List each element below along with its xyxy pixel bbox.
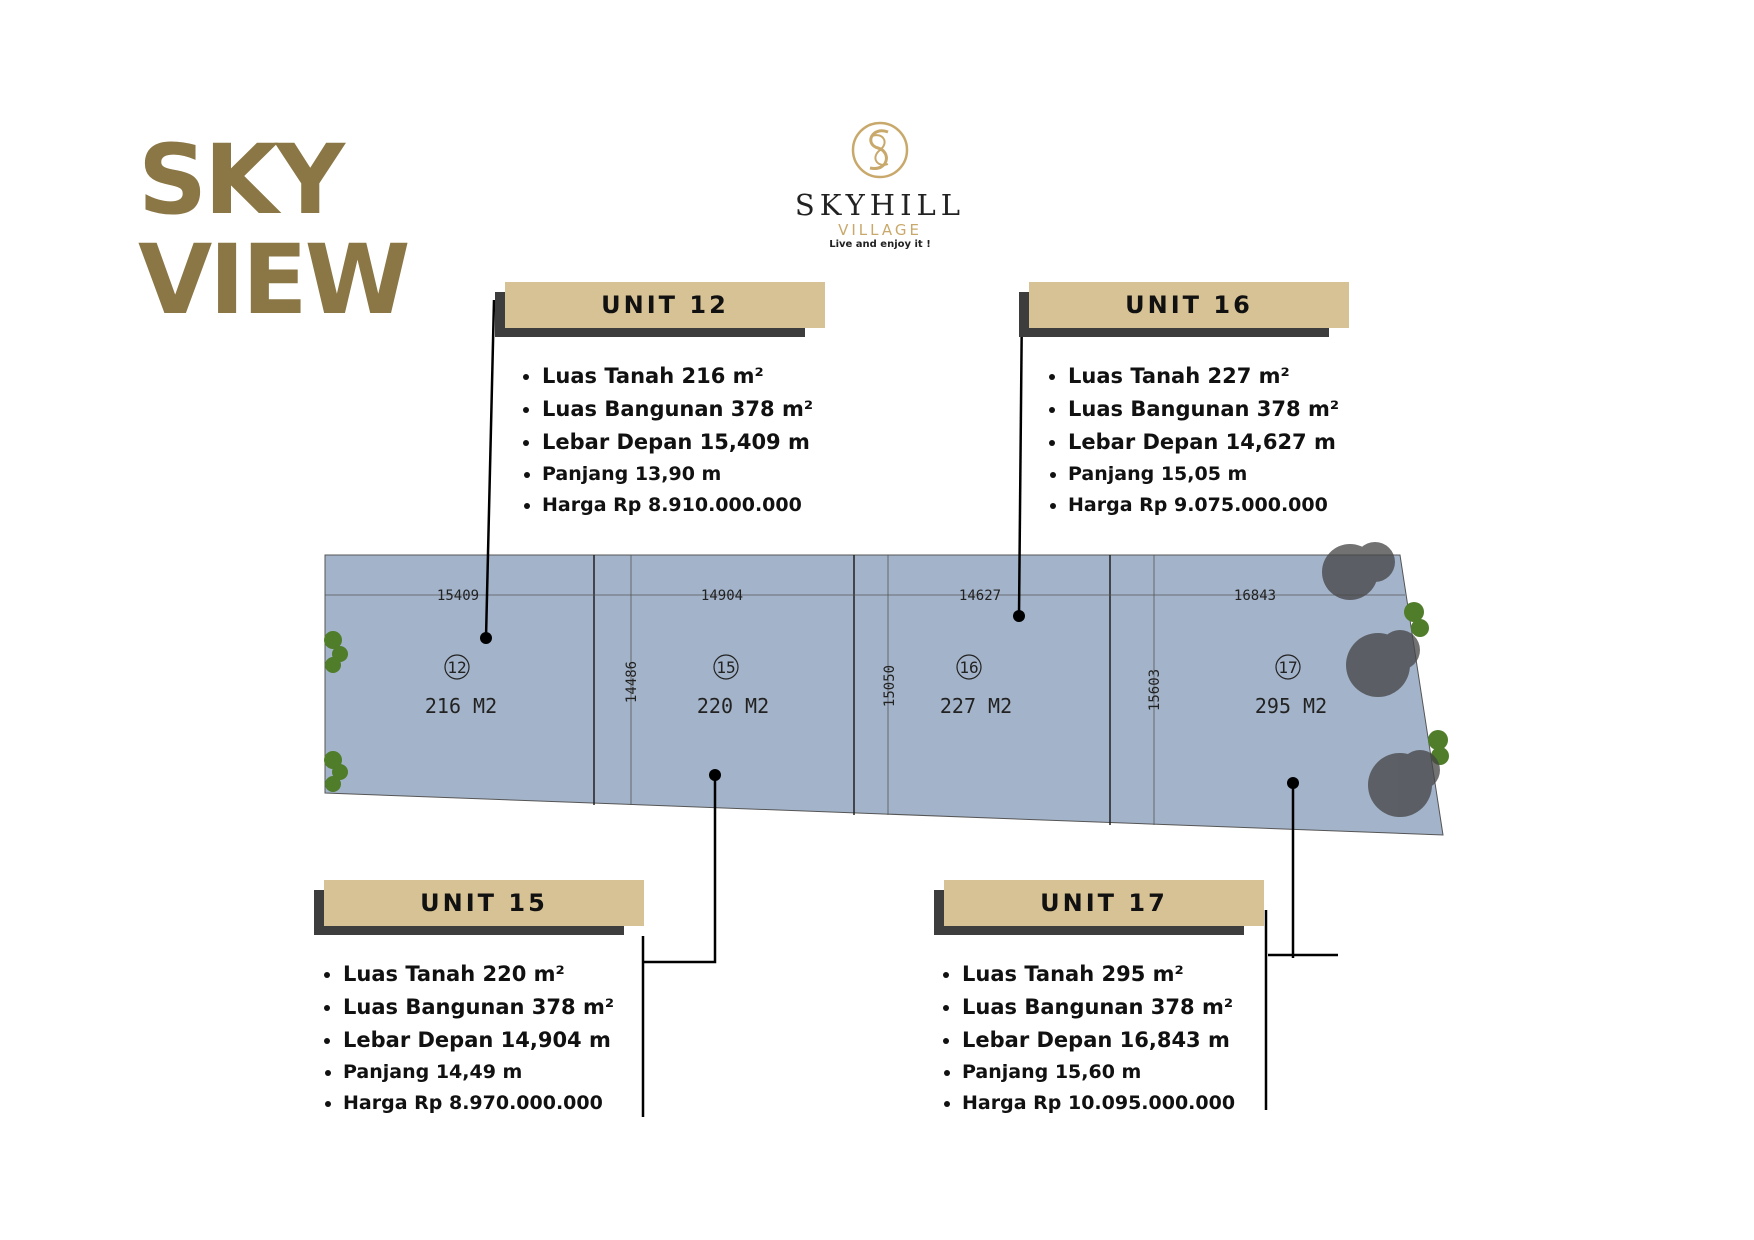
callout-dot [1287,777,1299,789]
lot-16-depth-dim: 15050 [882,664,898,708]
lot-12-area: 216 M2 [424,694,498,718]
spec-item: • Luas Bangunan 378 m² [542,393,813,426]
callout-line-unit-15 [643,775,715,1117]
spec-item: • Harga Rp 8.970.000.000 [343,1088,614,1119]
callout-line-unit-17 [1266,783,1338,1110]
spec-item: • Panjang 13,90 m [542,459,813,490]
spec-item: • Lebar Depan 14,904 m [343,1024,614,1057]
spec-item: • Harga Rp 9.075.000.000 [1068,490,1339,521]
lot-15-number: 15 [716,658,736,677]
spec-item: • Luas Tanah 220 m² [343,958,614,991]
logo-tagline: Live and enjoy it ! [829,239,931,250]
callout-dot [1013,610,1025,622]
unit-12-label [505,282,825,338]
unit-17-title: UNIT 17 [944,880,1264,926]
spec-item: • Lebar Depan 14,627 m [1068,426,1339,459]
spec-item: • Lebar Depan 16,843 m [962,1024,1235,1057]
lot-17-area: 295 M2 [1254,694,1328,718]
spec-item: • Panjang 14,49 m [343,1057,614,1088]
unit-15-label [324,880,644,936]
unit-17-label [944,880,1264,936]
lot-12-width-dim: 15409 [436,588,480,604]
lot-16-width-dim: 14627 [958,588,1002,604]
spec-item: • Luas Tanah 227 m² [1068,360,1339,393]
logo-name: SKYHILL [794,188,966,222]
unit-16-title: UNIT 16 [1029,282,1349,328]
unit-17-specs [932,958,1235,1119]
unit-15-title: UNIT 15 [324,880,644,926]
lot-15-width-dim: 14904 [700,588,744,604]
lot-17-depth-dim: 15603 [1147,668,1163,712]
spec-item: • Panjang 15,05 m [1068,459,1339,490]
spec-item: • Luas Bangunan 378 m² [343,991,614,1024]
unit-12-specs [512,360,813,521]
lot-12-number: 12 [447,658,467,677]
page-title-line-1: SKY [138,124,343,236]
spec-item: • Luas Bangunan 378 m² [962,991,1235,1024]
spec-item: • Panjang 15,60 m [962,1057,1235,1088]
page-title-line-2: VIEW [138,224,408,336]
unit-16-specs [1038,360,1339,521]
callout-dot [480,632,492,644]
spec-item: • Luas Tanah 295 m² [962,958,1235,991]
spec-item: • Harga Rp 10.095.000.000 [962,1088,1235,1119]
logo-subtitle: VILLAGE [838,221,922,239]
spec-item: • Luas Bangunan 378 m² [1068,393,1339,426]
lot-15-area: 220 M2 [696,694,770,718]
callout-dot [709,769,721,781]
lot-16-area: 227 M2 [939,694,1013,718]
spec-item: • Lebar Depan 15,409 m [542,426,813,459]
lot-17-number: 17 [1278,658,1298,677]
unit-15-specs [313,958,614,1119]
lot-16-number: 16 [959,658,979,677]
unit-12-title: UNIT 12 [505,282,825,328]
unit-16-label [1029,282,1349,338]
lot-17-width-dim: 16843 [1233,588,1277,604]
lot-15-depth-dim: 14486 [624,660,640,704]
spec-item: • Harga Rp 8.910.000.000 [542,490,813,521]
spec-item: • Luas Tanah 216 m² [542,360,813,393]
